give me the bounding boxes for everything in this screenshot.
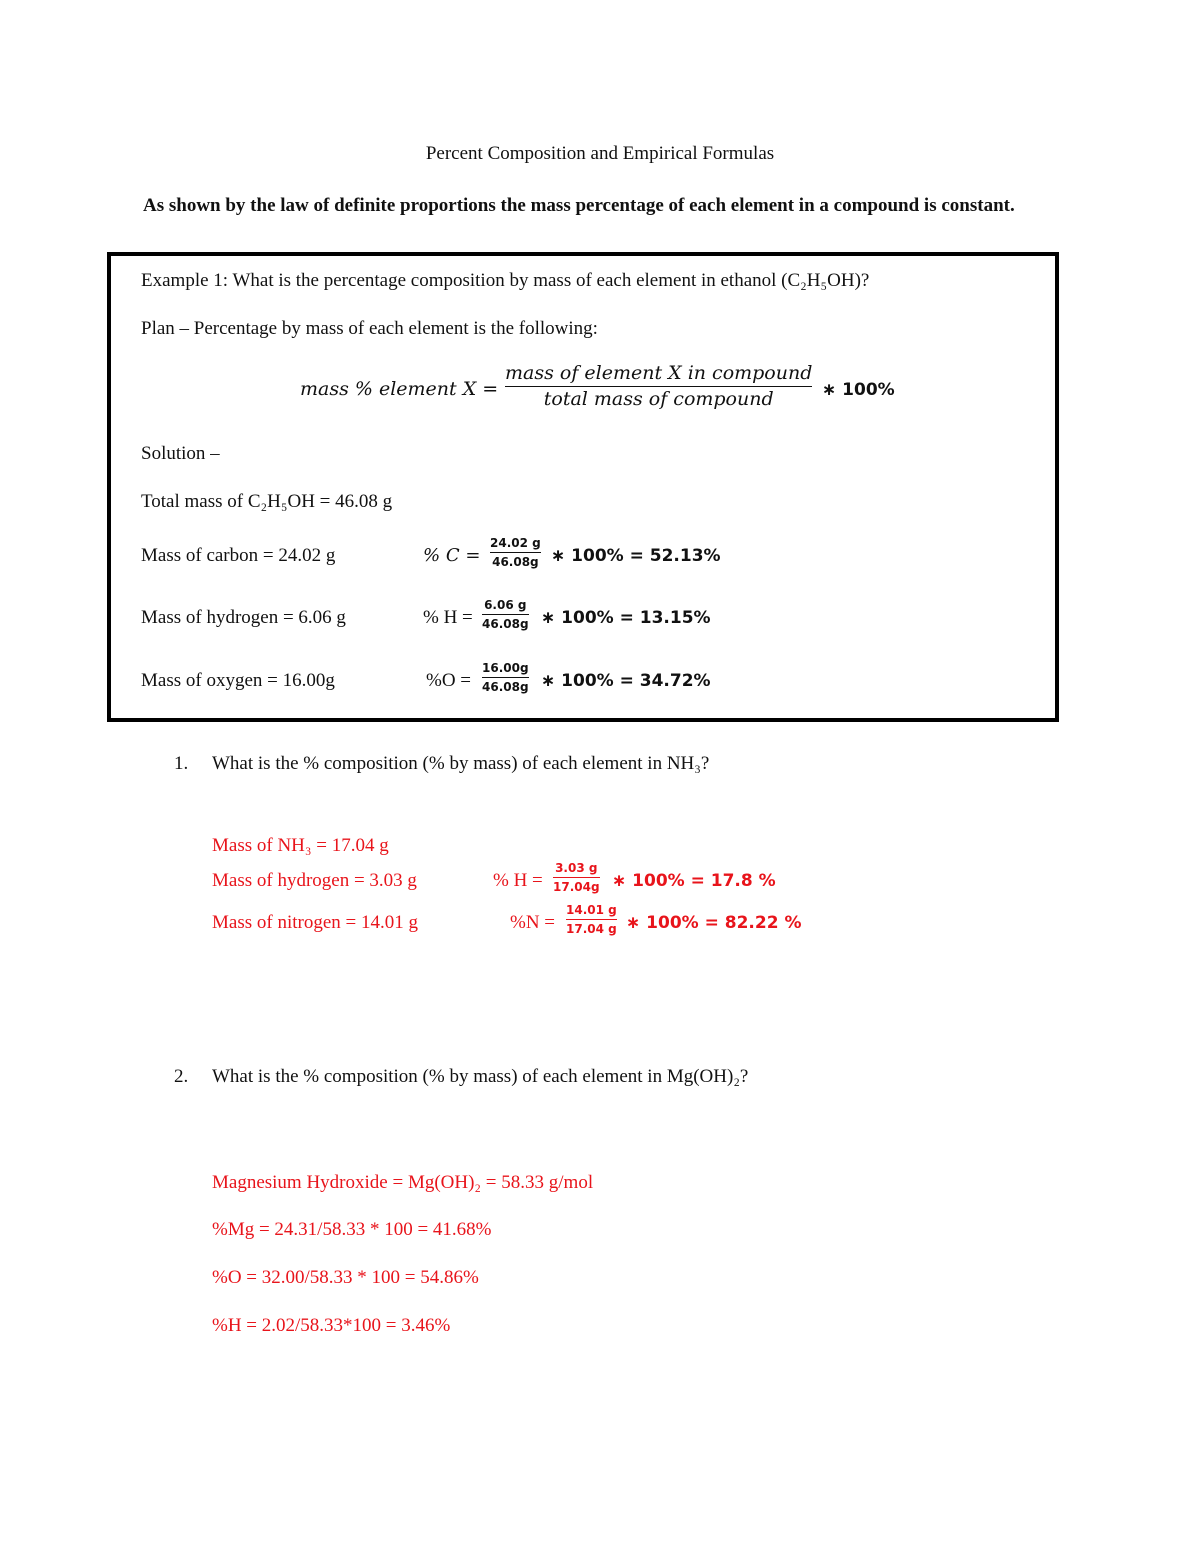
hydrogen-percent-label: % H = (423, 607, 473, 628)
formula-numerator: mass of element X in compound (505, 362, 813, 384)
carbon-mass: Mass of carbon = 24.02 g (141, 545, 336, 566)
oxygen-result: ∗ 100% = 34.72% (541, 671, 711, 691)
hydrogen-fraction (482, 599, 529, 630)
q1-hydrogen-denominator: 17.04g (553, 880, 600, 894)
intro-statement: As shown by the law of definite proportions the mass percentage of each element in a compound is constant. (143, 195, 1015, 216)
fraction-bar (505, 386, 812, 387)
hydrogen-denominator: 46.08g (482, 617, 529, 631)
q2-answer-line-3: %O = 32.00/58.33 * 100 = 54.86% (212, 1267, 479, 1288)
q1-nitrogen-result: ∗ 100% = 82.22 % (626, 913, 802, 933)
oxygen-denominator: 46.08g (482, 680, 529, 694)
formula-rhs: ∗ 100% (822, 380, 895, 400)
formula-lhs: mass % element X = (300, 378, 499, 400)
hydrogen-numerator: 6.06 g (484, 598, 527, 612)
q2-answer-line-4: %H = 2.02/58.33*100 = 3.46% (212, 1315, 451, 1336)
carbon-result: ∗ 100% = 52.13% (551, 546, 721, 566)
question-1-text: What is the % composition (% by mass) of each element in NH₃? (212, 753, 710, 774)
q1-hydrogen-label: % H = (493, 870, 543, 891)
page-title: Percent Composition and Empirical Formulas (425, 143, 775, 164)
q1-nitrogen-label: %N = (510, 912, 556, 933)
total-mass: Total mass of C₂H₅OH = 46.08 g (141, 491, 393, 512)
carbon-numerator: 24.02 g (490, 536, 541, 550)
question-1-number: 1. (174, 753, 189, 774)
hydrogen-result: ∗ 100% = 13.15% (541, 608, 711, 628)
q1-hydrogen-fraction (553, 862, 600, 893)
oxygen-fraction (482, 662, 529, 693)
oxygen-mass: Mass of oxygen = 16.00g (141, 670, 335, 691)
question-2-text: What is the % composition (% by mass) of each element in Mg(OH)₂? (212, 1066, 749, 1087)
q1-nitrogen-mass: Mass of nitrogen = 14.01 g (212, 912, 418, 933)
oxygen-numerator: 16.00g (482, 661, 529, 675)
fraction-bar (482, 614, 529, 615)
q1-hydrogen-result: ∗ 100% = 17.8 % (612, 871, 776, 891)
carbon-fraction (490, 537, 541, 568)
formula-fraction (505, 364, 812, 409)
fraction-bar (566, 919, 617, 920)
oxygen-percent-label: %O = (426, 670, 472, 691)
fraction-bar (553, 877, 600, 878)
q1-nitrogen-numerator: 14.01 g (566, 903, 617, 917)
fraction-bar (490, 552, 541, 553)
question-2-number: 2. (174, 1066, 189, 1087)
q1-nitrogen-denominator: 17.04 g (566, 922, 617, 936)
q1-hydrogen-mass: Mass of hydrogen = 3.03 g (212, 870, 417, 891)
solution-label: Solution – (141, 443, 220, 464)
q1-answer-mass: Mass of NH₃ = 17.04 g (212, 835, 389, 856)
carbon-percent-label: % C = (423, 545, 481, 566)
example-plan: Plan – Percentage by mass of each element is the following: (141, 318, 598, 339)
example-question: Example 1: What is the percentage composition by mass of each element in ethanol (C₂H₅OH)? (141, 270, 870, 291)
formula-denominator: total mass of compound (543, 388, 774, 410)
q2-answer-line-1: Magnesium Hydroxide = Mg(OH)₂ = 58.33 g/mol (212, 1172, 594, 1193)
q2-answer-line-2: %Mg = 24.31/58.33 * 100 = 41.68% (212, 1219, 492, 1240)
q1-hydrogen-numerator: 3.03 g (555, 861, 598, 875)
fraction-bar (482, 677, 529, 678)
hydrogen-mass: Mass of hydrogen = 6.06 g (141, 607, 346, 628)
q1-nitrogen-fraction (566, 904, 617, 935)
carbon-denominator: 46.08g (492, 555, 539, 569)
